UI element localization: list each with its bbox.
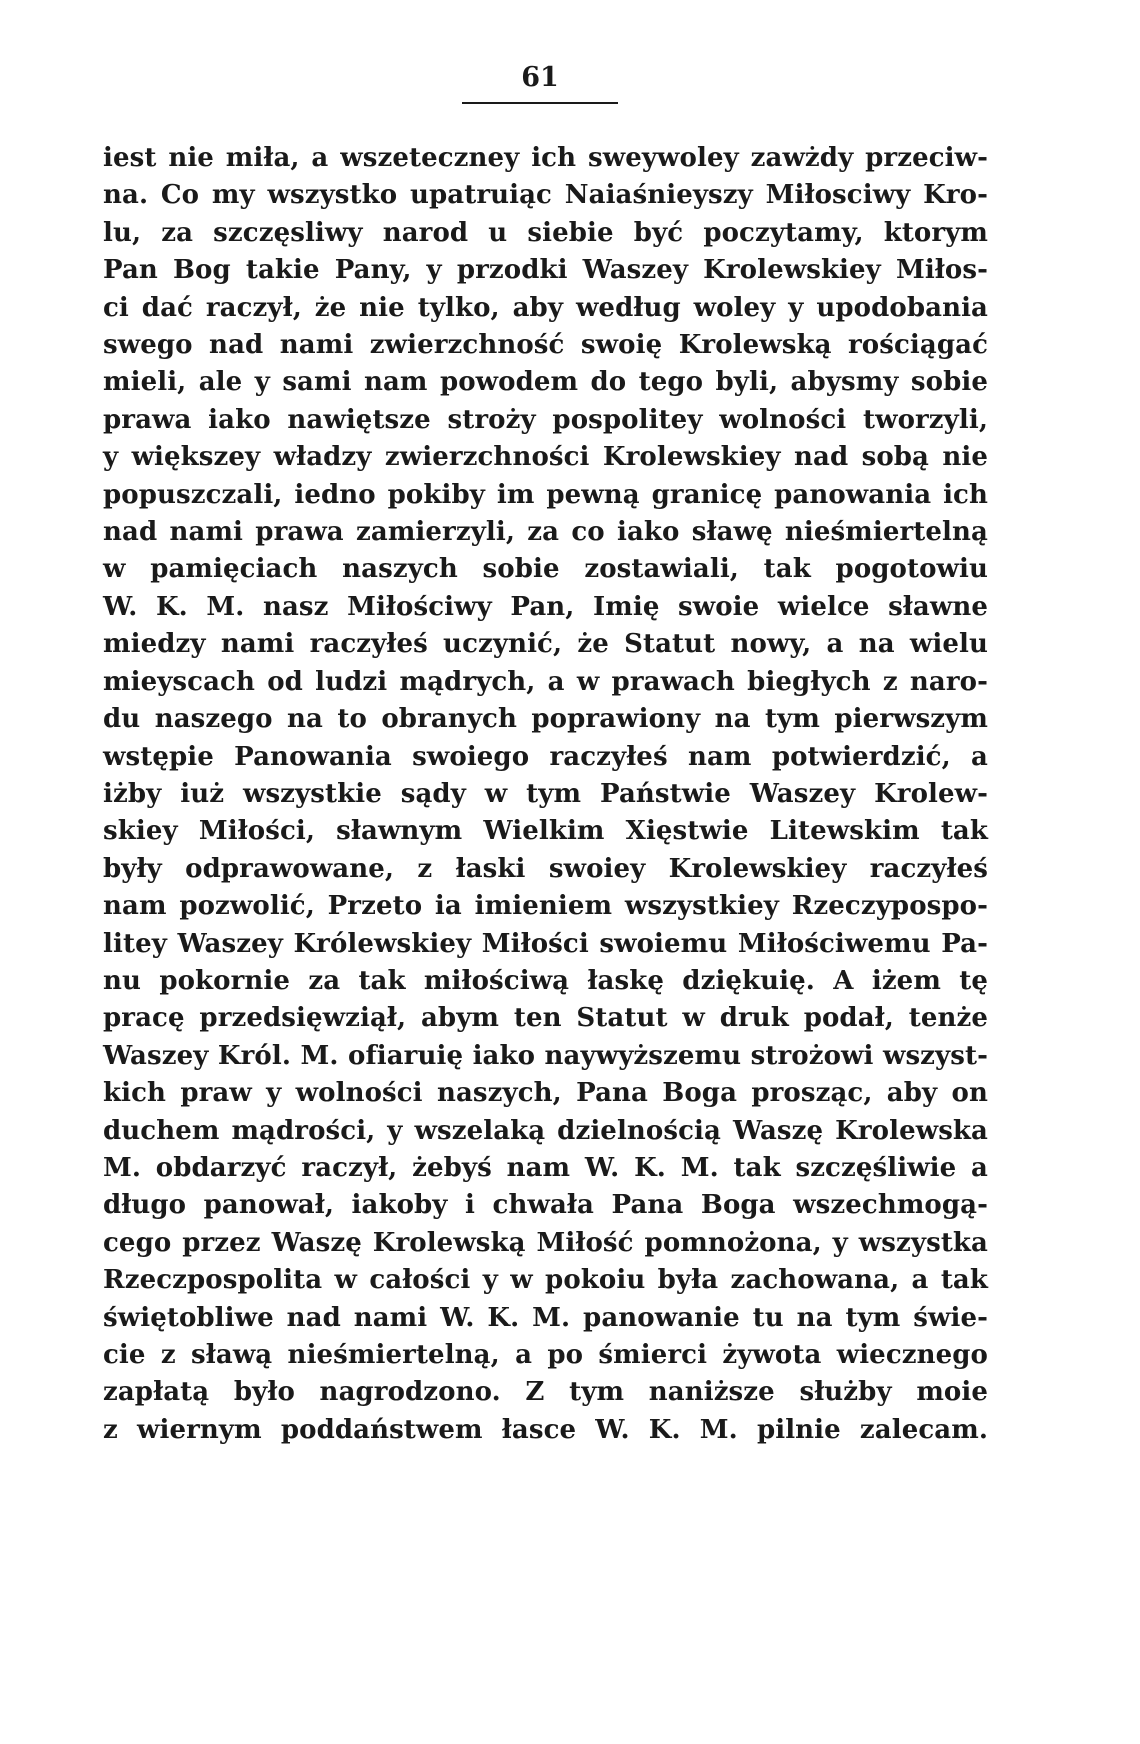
text-line: popuszczali, iedno pokiby im pewną granicę panowania ich <box>103 479 988 510</box>
text-line: na. Co my wszystko upatruiąc Naiaśnieyszy Miłosciwy Kro- <box>103 180 988 211</box>
text-line: nu pokornie za tak miłościwą łaskę dziękuię. A iżem tę <box>103 965 988 996</box>
text-line: cie z sławą nieśmiertelną, a po śmierci żywota wiecznego <box>103 1340 988 1370</box>
text-line: nad nami prawa zamierzyli, za co iako sławę nieśmiertelną <box>103 517 988 548</box>
text-line: swego nad nami zwierzchność swoię Krolewską rościągać <box>103 330 988 361</box>
text-line: w pamięciach naszych sobie zostawiali, tak pogotowiu <box>103 554 988 585</box>
text-line: wstępie Panowania swoiego raczyłeś nam potwierdzić, a <box>103 741 988 772</box>
text-line: długo panował, iakoby i chwała Pana Boga wszechmogą- <box>103 1190 988 1221</box>
text-line: były odprawowane, z łaski swoiey Krolewskiey raczyłeś <box>103 853 988 884</box>
text-line: prawa iako nawiętsze stroży pospolitey wolności tworzyli, <box>103 404 988 435</box>
text-line: Pan Bog takie Pany, y przodki Waszey Krolewskiey Miłos- <box>103 255 988 286</box>
text-line: ci dać raczył, że nie tylko, aby według woley y upodobania <box>103 292 988 323</box>
text-line: iżby iuż wszystkie sądy w tym Państwie Waszey Krolew- <box>103 778 988 809</box>
text-line: pracę przedsięwziął, abym ten Statut w druk podał, tenże <box>103 1003 988 1034</box>
text-line: y większey władzy zwierzchności Krolewskiey nad sobą nie <box>103 442 988 473</box>
text-line: M. obdarzyć raczył, żebyś nam W. K. M. tak szczęśliwie a <box>103 1152 988 1183</box>
text-line: miedzy nami raczyłeś uczynić, że Statut nowy, a na wielu <box>103 629 988 660</box>
text-line: Rzeczpospolita w całości y w pokoiu była zachowana, a tak <box>103 1265 988 1296</box>
text-line: lu, za szczęsliwy narod u siebie być poczytamy, ktorym <box>103 217 988 248</box>
text-line: W. K. M. nasz Miłościwy Pan, Imię swoie wielce sławne <box>103 591 988 622</box>
text-line: duchem mądrości, y wszelaką dzielnością Waszę Krolewska <box>103 1115 988 1146</box>
text-line: litey Waszey Królewskiey Miłości swoiemu Miłościwemu Pa- <box>103 928 988 959</box>
page-number: 61 <box>521 62 559 93</box>
page-header <box>460 60 620 104</box>
text-line: Waszey Król. M. ofiaruię iako naywyższemu strożowi wszyst- <box>103 1040 988 1071</box>
text-line: mieyscach od ludzi mądrych, a w prawach biegłych z naro- <box>103 666 988 697</box>
text-line: du naszego na to obranych poprawiony na tym pierwszym <box>103 704 988 735</box>
text-line: mieli, ale y sami nam powodem do tego byli, abysmy sobie <box>103 367 988 398</box>
text-line: z wiernym poddaństwem łasce W. K. M. pilnie zalecam. <box>103 1414 988 1445</box>
text-line: zapłatą było nagrodzono. Z tym naniższe służby moie <box>103 1377 988 1408</box>
text-line: świętobliwe nad nami W. K. M. panowanie tu na tym świe- <box>103 1302 988 1333</box>
text-line: iest nie miła, a wszeteczney ich sweywoley zawżdy przeciw- <box>103 143 988 173</box>
text-line: skiey Miłości, sławnym Wielkim Xięstwie Litewskim tak <box>103 816 988 847</box>
text-line: cego przez Waszę Krolewską Miłość pomnożona, y wszystka <box>103 1227 988 1258</box>
text-line: nam pozwolić, Przeto ia imieniem wszystkiey Rzeczypospo- <box>103 891 988 922</box>
body-text <box>103 140 988 1449</box>
header-rule <box>462 102 618 104</box>
text-line: kich praw y wolności naszych, Pana Boga prosząc, aby on <box>103 1078 988 1109</box>
